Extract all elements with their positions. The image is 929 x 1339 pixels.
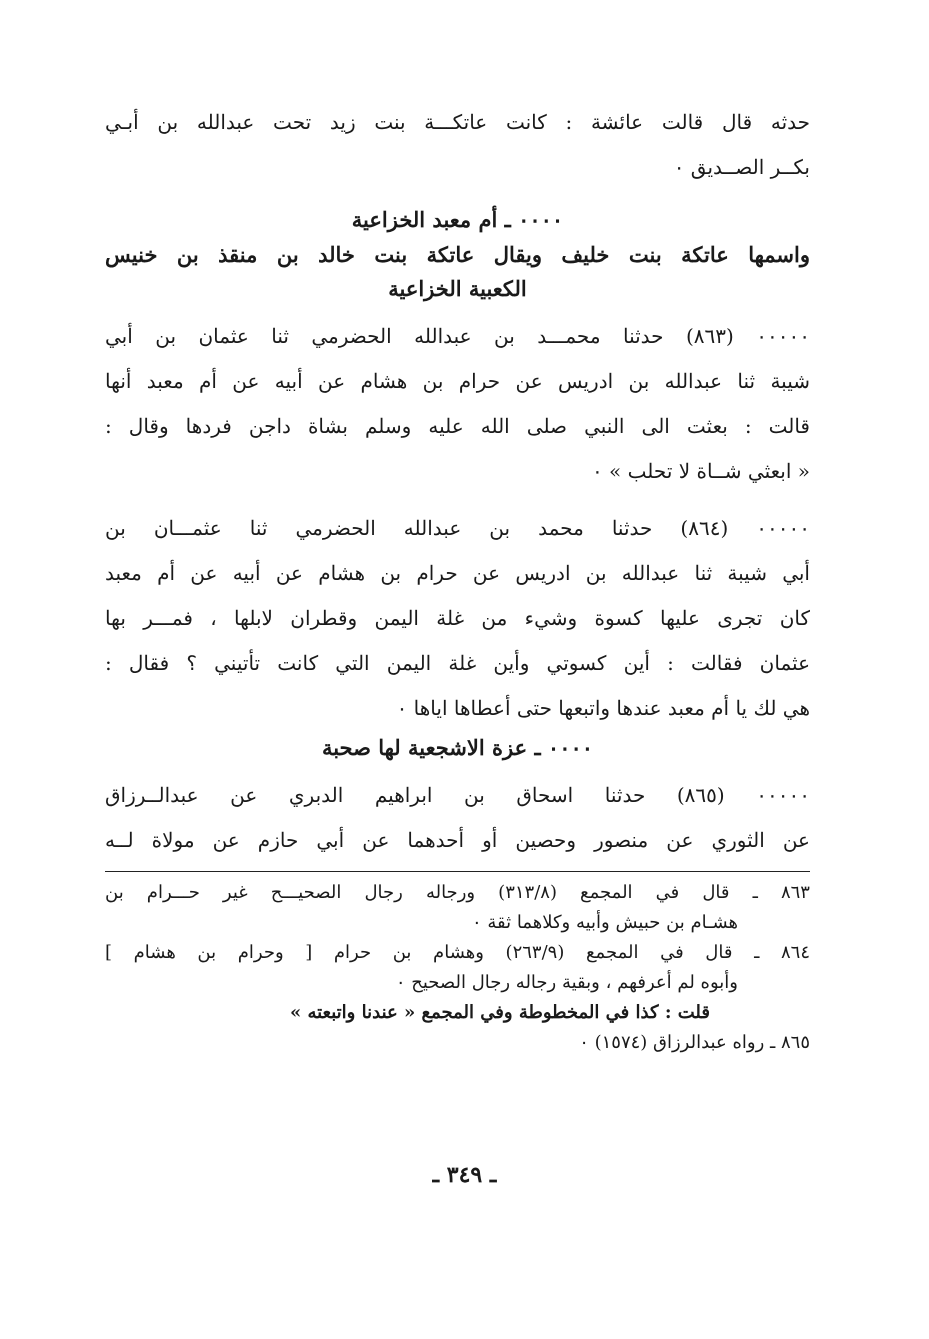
text-line: ٠٠٠٠٠ (٨٦٥) حدثنا اسحاق بن ابراهيم الدبري عن عبدالــرزاق: [105, 783, 810, 807]
footnotes: [105, 878, 810, 1058]
section-title: ٠٠٠٠ ـ أم معبد الخزاعية: [351, 207, 564, 232]
footnote-line: وأبوه لم أعرفهم ، وبقية رجاله رجال الصحيح ٠: [395, 972, 738, 993]
text-line: أبي شيبة ثنا عبدالله بن ادريس عن حرام بن هشام عن أبيه عن أم معبد: [105, 561, 810, 585]
footnote-line: هشـام بن حبيش وأبيه وكلاهما ثقة ٠: [471, 912, 738, 933]
paragraph-intro: [105, 100, 810, 190]
hadith-864: [105, 506, 810, 731]
footnote-divider: [105, 871, 810, 872]
section-heading-azza: [105, 731, 810, 765]
section-heading-umm-mabad: [105, 202, 810, 306]
footnote-line: قلت : كذا في المخطوطة وفي المجمع « عندنا واتبعته »: [289, 1002, 710, 1023]
footnote-line: ٨٦٥ ـ رواه عبدالرزاق (١٥٧٤) ٠: [579, 1032, 810, 1053]
footnote-line: ٨٦٣ ـ قال في المجمع (٣١٣/٨) ورجاله رجال الصحيـــح غير حـــرام بن: [105, 882, 810, 903]
text-line: ٠٠٠٠٠ (٨٦٣) حدثنا محمـــد بن عبدالله الحضرمي ثنا عثمان بن أبي: [105, 324, 810, 348]
text-line: بكــر الصــديق ٠: [673, 155, 810, 179]
spacer: [105, 494, 810, 506]
footnote-865: [105, 1028, 810, 1058]
page-number: ـ ٣٤٩ ـ: [432, 1162, 497, 1188]
section-title: ٠٠٠٠ ـ عزة الاشجعية لها صحبة: [321, 735, 594, 760]
hadith-865: [105, 773, 810, 863]
section-subtitle: الكعبية الخزاعية: [388, 276, 527, 301]
text-line: عثمان فقالت : أين كسوتي وأين غلة اليمن التي كانت تأتيني ؟ فقال :: [105, 651, 810, 675]
page-content: [105, 100, 810, 1058]
text-line: كان تجرى عليها كسوة وشيء من غلة اليمن وقطران لابلها ، فمـــر بها: [105, 606, 810, 630]
text-line: شيبة ثنا عبدالله بن ادريس عن حرام بن هشام عن أبيه عن أم معبد أنها: [105, 369, 810, 393]
footnote-864: [105, 938, 810, 1028]
footnote-863: [105, 878, 810, 938]
section-subtitle: واسمها عاتكة بنت خليف ويقال عاتكة بنت خالد بن منقذ بن خنيس: [105, 242, 810, 267]
text-line: ٠٠٠٠٠ (٨٦٤) حدثنا محمد بن عبدالله الحضرمي ثنا عثمـــان بن: [105, 516, 810, 540]
text-line: حدثه قال قالت عائشة : كانت عاتكـــة بنت زيد تحت عبدالله بن أبـي: [105, 110, 810, 134]
text-line: عن الثوري عن منصور وحصين أو أحدهما عن أبي حازم عن مولاة لــه: [105, 828, 810, 852]
hadith-863: [105, 314, 810, 494]
text-line: « ابعثي شــاة لا تحلب » ٠: [591, 459, 810, 483]
text-line: قالت : بعثت الى النبي صلى الله عليه وسلم بشاة داجن فردها وقال :: [105, 414, 810, 438]
text-line: هي لك يا أم معبد عندها واتبعها حتى أعطاها اياها ٠: [396, 696, 810, 720]
footnote-line: ٨٦٤ ـ قال في المجمع (٢٦٣/٩) وهشام بن حرام [ وحرام بن هشام ]: [105, 942, 810, 963]
